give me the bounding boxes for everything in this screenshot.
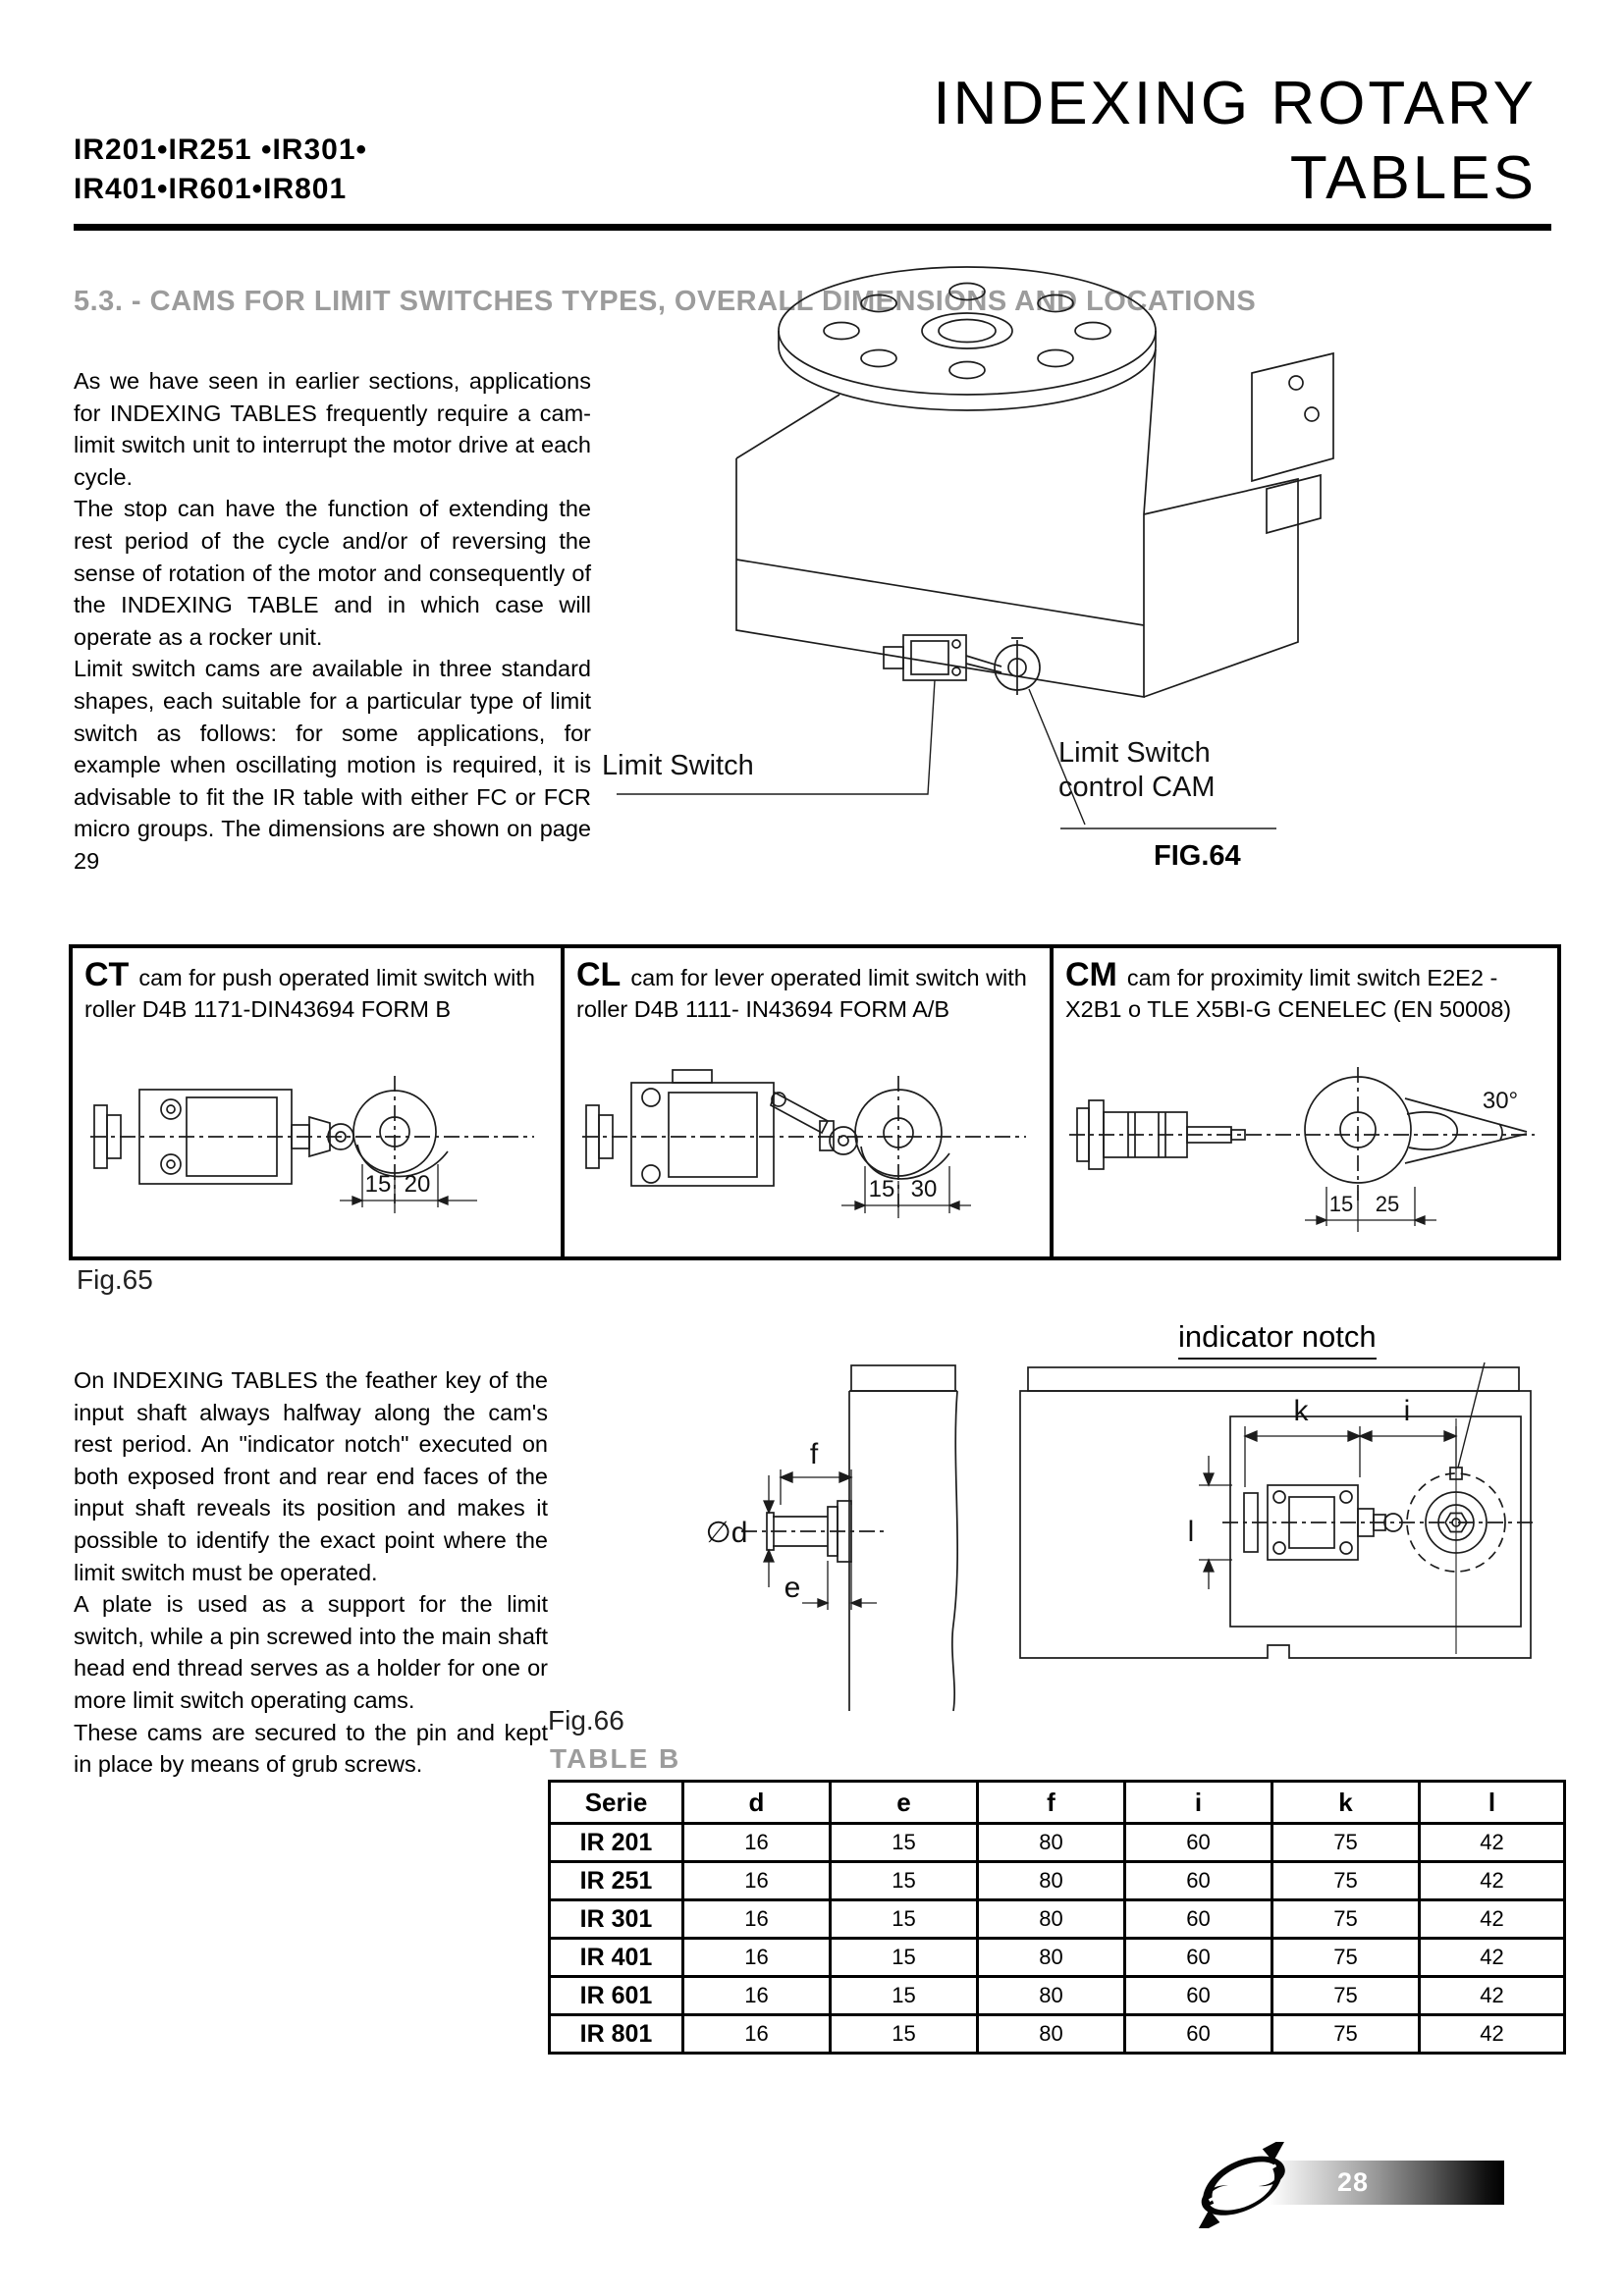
ct-dim-15: 15 bbox=[364, 1171, 392, 1198]
fig65-panel-cl bbox=[561, 948, 1050, 1256]
cl-dim-15: 15 bbox=[868, 1176, 895, 1202]
brand-logo-icon bbox=[1183, 2142, 1305, 2228]
value-cell: 75 bbox=[1272, 1939, 1420, 1977]
page-title bbox=[933, 67, 1537, 216]
limit-switch-control-cam-label bbox=[1058, 736, 1216, 805]
ct-code: CT bbox=[84, 956, 130, 993]
notch-paragraph-3: These cams are secured to the pin and kept in place by means of grub screws. bbox=[74, 1719, 548, 1778]
dim-i-label: i bbox=[1403, 1395, 1411, 1427]
value-cell: 60 bbox=[1125, 1939, 1272, 1977]
fig65-cam-panels bbox=[69, 944, 1561, 1260]
section-heading: 5.3. - CAMS FOR LIMIT SWITCHES TYPES, OVERALL DIMENSIONS AND LOCATIONS bbox=[74, 286, 1257, 317]
value-cell: 75 bbox=[1272, 1862, 1420, 1900]
serie-cell: IR 251 bbox=[550, 1862, 683, 1900]
value-cell: 75 bbox=[1272, 1824, 1420, 1862]
table-row bbox=[550, 2015, 1565, 2054]
value-cell: 16 bbox=[683, 1862, 831, 1900]
dim-l-label: l bbox=[1187, 1516, 1195, 1548]
page-title-line1: INDEXING ROTARY bbox=[933, 70, 1537, 137]
serie-cell: IR 401 bbox=[550, 1939, 683, 1977]
table-row bbox=[550, 1939, 1565, 1977]
page-title-line2: TABLES bbox=[1289, 144, 1537, 212]
value-cell: 60 bbox=[1125, 2015, 1272, 2054]
cm-dim-25: 25 bbox=[1375, 1192, 1400, 1216]
header-rule bbox=[74, 224, 1551, 231]
fig64-rotary-table-drawing bbox=[589, 247, 1424, 895]
page-number: 28 bbox=[1337, 2167, 1370, 2197]
value-cell: 16 bbox=[683, 2015, 831, 2054]
table-b-heading: TABLE B bbox=[550, 1743, 681, 1774]
cl-code: CL bbox=[576, 956, 622, 993]
table-header-row bbox=[550, 1782, 1565, 1824]
cl-cam-drawing bbox=[574, 1039, 1036, 1240]
value-cell: 42 bbox=[1420, 1862, 1565, 1900]
col-f: f bbox=[978, 1782, 1125, 1824]
value-cell: 15 bbox=[831, 1900, 978, 1939]
fig66-caption: Fig.66 bbox=[548, 1705, 624, 1735]
col-serie: Serie bbox=[550, 1782, 683, 1824]
value-cell: 15 bbox=[831, 2015, 978, 2054]
value-cell: 42 bbox=[1420, 1900, 1565, 1939]
col-d: d bbox=[683, 1782, 831, 1824]
intro-paragraph-3: Limit switch cams are available in three standard shapes, each suitable for a particular type of limit switch as follows: for some applications, for example when oscillating motion is required, it is advisable to fit the IR table with either FC or FCR micro groups. The dimensions are shown on page 29 bbox=[74, 656, 591, 874]
value-cell: 60 bbox=[1125, 1824, 1272, 1862]
value-cell: 80 bbox=[978, 1900, 1125, 1939]
cm-description: cam for proximity limit switch E2E2 - X2B1 o TLE X5BI-G CENELEC (EN 50008) bbox=[1065, 965, 1512, 1022]
fig66-dimensions bbox=[764, 1426, 1456, 1610]
table-row bbox=[550, 1824, 1565, 1862]
table-row bbox=[550, 1977, 1565, 2015]
cm-code: CM bbox=[1065, 956, 1117, 993]
value-cell: 80 bbox=[978, 1977, 1125, 2015]
value-cell: 60 bbox=[1125, 1977, 1272, 2015]
cl-dimension bbox=[841, 1166, 971, 1218]
notch-text bbox=[74, 1364, 548, 1781]
col-i: i bbox=[1125, 1782, 1272, 1824]
value-cell: 15 bbox=[831, 1824, 978, 1862]
value-cell: 60 bbox=[1125, 1862, 1272, 1900]
table-row bbox=[550, 1900, 1565, 1939]
cm-angle-label: 30° bbox=[1482, 1088, 1519, 1114]
fig65-caption: Fig.65 bbox=[77, 1264, 153, 1295]
value-cell: 42 bbox=[1420, 1824, 1565, 1862]
ct-cam-drawing bbox=[82, 1039, 544, 1240]
table-row bbox=[550, 1862, 1565, 1900]
value-cell: 16 bbox=[683, 1900, 831, 1939]
dim-e-label: e bbox=[784, 1572, 801, 1604]
value-cell: 16 bbox=[683, 1939, 831, 1977]
value-cell: 42 bbox=[1420, 1977, 1565, 2015]
intro-paragraph-2: The stop can have the function of extending the rest period of the cycle and/or of reversing the sense of rotation of the motor and consequently of the INDEXING TABLE and in which case will operate as a rocker unit. bbox=[74, 496, 591, 650]
control-cam-label-line2: control CAM bbox=[1058, 772, 1216, 803]
cl-dim-30: 30 bbox=[910, 1176, 938, 1202]
serie-cell: IR 301 bbox=[550, 1900, 683, 1939]
value-cell: 42 bbox=[1420, 2015, 1565, 2054]
model-list bbox=[74, 131, 367, 209]
serie-cell: IR 601 bbox=[550, 1977, 683, 2015]
model-list-line1: IR201•IR251 •IR301• bbox=[74, 133, 368, 166]
ct-description: cam for push operated limit switch with roller D4B 1171-DIN43694 FORM B bbox=[84, 965, 535, 1022]
notch-paragraph-1: On INDEXING TABLES the feather key of the input shaft always halfway along the cam's rest period. An "indicator notch" executed on both exposed front and rear end faces of the input shaft reveals its position and makes it possible to identify the exact point where the limit switch must be operated. bbox=[74, 1367, 548, 1585]
serie-cell: IR 201 bbox=[550, 1824, 683, 1862]
intro-text bbox=[74, 365, 591, 878]
col-k: k bbox=[1272, 1782, 1420, 1824]
value-cell: 15 bbox=[831, 1977, 978, 2015]
fig65-panel-cm bbox=[1050, 948, 1557, 1256]
value-cell: 60 bbox=[1125, 1900, 1272, 1939]
value-cell: 75 bbox=[1272, 1977, 1420, 2015]
fig66-drawing bbox=[545, 1360, 1576, 1713]
ct-dim-20: 20 bbox=[404, 1171, 431, 1198]
serie-cell: IR 801 bbox=[550, 2015, 683, 2054]
cm-dim-15: 15 bbox=[1328, 1192, 1354, 1216]
cm-cam-drawing bbox=[1063, 1051, 1544, 1243]
control-cam-label-line1: Limit Switch bbox=[1058, 737, 1211, 769]
value-cell: 75 bbox=[1272, 2015, 1420, 2054]
fig65-panel-ct bbox=[73, 948, 561, 1256]
value-cell: 80 bbox=[978, 2015, 1125, 2054]
value-cell: 15 bbox=[831, 1939, 978, 1977]
value-cell: 15 bbox=[831, 1862, 978, 1900]
dim-k-label: k bbox=[1293, 1395, 1309, 1427]
value-cell: 75 bbox=[1272, 1900, 1420, 1939]
notch-paragraph-2: A plate is used as a support for the limit switch, while a pin screwed into the main shaft head end thread serves as a holder for one or more limit switch operating cams. bbox=[74, 1591, 548, 1713]
value-cell: 16 bbox=[683, 1977, 831, 2015]
cl-description: cam for lever operated limit switch with roller D4B 1111- IN43694 FORM A/B bbox=[576, 965, 1027, 1022]
intro-paragraph-1: As we have seen in earlier sections, applications for INDEXING TABLES frequently require a cam-limit switch unit to interrupt the motor drive at each cycle. bbox=[74, 368, 591, 490]
limit-switch-label: Limit Switch bbox=[602, 750, 754, 781]
value-cell: 80 bbox=[978, 1939, 1125, 1977]
value-cell: 80 bbox=[978, 1862, 1125, 1900]
value-cell: 80 bbox=[978, 1824, 1125, 1862]
dim-d-label: ∅d bbox=[705, 1517, 748, 1549]
dim-f-label: f bbox=[809, 1438, 819, 1470]
col-e: e bbox=[831, 1782, 978, 1824]
value-cell: 16 bbox=[683, 1824, 831, 1862]
col-l: l bbox=[1420, 1782, 1565, 1824]
value-cell: 42 bbox=[1420, 1939, 1565, 1977]
table-b bbox=[548, 1780, 1566, 2055]
model-list-line2: IR401•IR601•IR801 bbox=[74, 173, 348, 205]
indicator-notch-label: indicator notch bbox=[1178, 1319, 1377, 1360]
fig64-caption: FIG.64 bbox=[1154, 840, 1241, 872]
cm-dimension bbox=[1305, 1187, 1436, 1232]
